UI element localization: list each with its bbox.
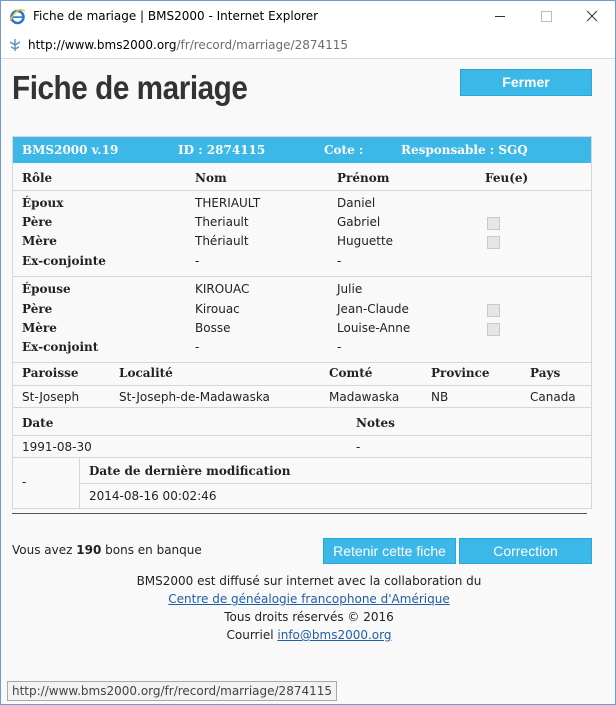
feu-checkbox (487, 217, 500, 230)
minimize-icon (477, 1, 523, 31)
maximize-icon (523, 1, 569, 31)
minimize-button[interactable] (477, 1, 523, 31)
feu-checkbox (487, 304, 500, 317)
nom-value: Bosse (195, 321, 231, 335)
divider (12, 513, 587, 514)
site-favicon-icon (7, 37, 23, 53)
bank-count: 190 (76, 543, 102, 557)
nom-value: THERIAULT (195, 196, 261, 210)
header-date: Date (22, 416, 54, 430)
close-window-button[interactable] (569, 1, 615, 31)
version-label: BMS2000 v.19 (22, 143, 119, 157)
bank-balance: Vous avez 190 bons en banque (12, 543, 202, 557)
internet-explorer-icon (9, 8, 26, 25)
role-label: Époux (22, 196, 64, 210)
header-derniere-modification: Date de dernière modification (89, 464, 291, 478)
nom-value: Thériault (195, 234, 249, 248)
footer-copyright: Tous droits réservés © 2016 (224, 610, 394, 624)
header-feu: Feu(e) (485, 171, 529, 185)
record-id: ID : 2874115 (178, 143, 266, 157)
nom-value: KIROUAC (195, 282, 250, 296)
record-info-bar (13, 137, 591, 163)
prenom-value: Gabriel (337, 215, 381, 229)
close-icon (569, 1, 615, 31)
modif-left-value: - (22, 475, 27, 489)
header-role: Rôle (22, 171, 53, 185)
footer-credit: BMS2000 est diffusé sur internet avec la collaboration du (136, 574, 482, 588)
prenom-value: Louise-Anne (337, 321, 411, 335)
cote-label: Cote : (324, 143, 364, 157)
role-label: Ex-conjointe (22, 254, 106, 268)
retenir-fiche-button[interactable]: Retenir cette fiche (323, 538, 456, 564)
header-province: Province (431, 366, 490, 380)
nom-value: Theriault (195, 215, 249, 229)
derniere-modification-value: 2014-08-16 00:02:46 (89, 489, 217, 503)
address-url[interactable]: http://www.bms2000.org/fr/record/marriage/2874115 (28, 38, 349, 52)
prenom-value: - (337, 340, 342, 354)
role-label: Mère (22, 234, 57, 248)
page-content (1, 59, 615, 704)
window-title: Fiche de mariage | BMS2000 - Internet Explorer (33, 9, 319, 23)
header-pays: Pays (530, 366, 561, 380)
nom-value: - (195, 254, 200, 268)
prenom-value: Julie (337, 282, 363, 296)
feu-checkbox (487, 236, 500, 249)
role-label: Mère (22, 321, 57, 335)
status-bar: http://www.bms2000.org/fr/record/marriage/2874115 (7, 681, 337, 701)
prenom-value: Huguette (337, 234, 394, 248)
header-prenom: Prénom (337, 171, 390, 185)
prenom-value: Daniel (337, 196, 376, 210)
header-nom: Nom (195, 171, 227, 185)
date-value: 1991-08-30 (22, 440, 92, 454)
feu-checkbox (487, 323, 500, 336)
role-label: Ex-conjoint (22, 340, 99, 354)
page-title: Fiche de mariage (12, 69, 248, 106)
header-paroisse: Paroisse (22, 366, 79, 380)
marriage-record (12, 136, 592, 509)
footer-contact: Courriel info@bms2000.org (226, 628, 392, 642)
role-label: Épouse (22, 282, 71, 296)
prenom-value: - (337, 254, 342, 268)
paroisse-value: St-Joseph (22, 390, 80, 404)
cgfa-link[interactable]: Centre de généalogie francophone d'Amérique (168, 592, 450, 606)
maximize-button[interactable] (523, 1, 569, 31)
nom-value: Kirouac (195, 302, 240, 316)
prenom-value: Jean-Claude (337, 302, 409, 316)
header-comte: Comté (329, 366, 373, 380)
fermer-button[interactable]: Fermer (460, 69, 592, 96)
address-bar[interactable] (1, 32, 615, 59)
header-localite: Localité (119, 366, 173, 380)
responsable-label: Responsable : SGQ (401, 143, 528, 157)
province-value: NB (431, 390, 449, 404)
pays-value: Canada (530, 390, 576, 404)
role-label: Père (22, 215, 53, 229)
role-label: Père (22, 302, 53, 316)
localite-value: St-Joseph-de-Madawaska (119, 390, 270, 404)
comte-value: Madawaska (329, 390, 400, 404)
nom-value: - (195, 340, 200, 354)
email-link[interactable]: info@bms2000.org (277, 628, 392, 642)
notes-value: - (356, 440, 361, 454)
correction-button[interactable]: Correction (459, 538, 592, 564)
title-bar (1, 1, 615, 32)
header-notes: Notes (356, 416, 395, 430)
